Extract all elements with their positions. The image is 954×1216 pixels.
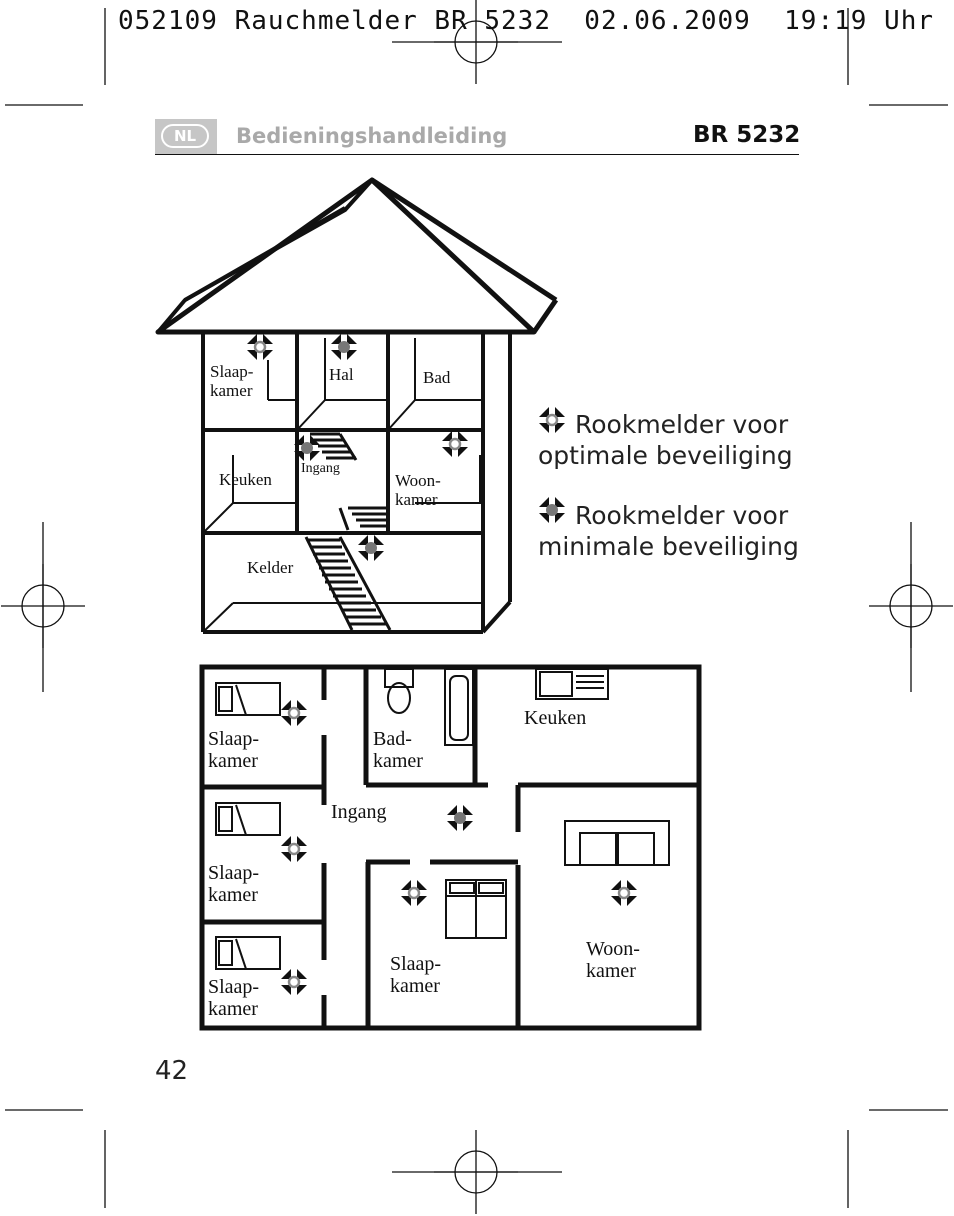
- smoke-detector-optimal-icon: [401, 880, 427, 906]
- house-label-slaapkamer: [210, 362, 253, 400]
- legend-minimal-line2: minimale beveiliging: [538, 532, 799, 561]
- bed-icon: [216, 683, 280, 715]
- registration-mark-icon: [434, 1130, 518, 1214]
- label-line: kamer: [208, 884, 258, 906]
- language-badge: [155, 119, 217, 155]
- label-line: kamer: [390, 975, 440, 997]
- manual-title: Bedieningshandleiding: [236, 124, 508, 148]
- label-line: kamer: [395, 490, 438, 509]
- bed-icon: [216, 803, 280, 835]
- smoke-detector-optimal-icon: [247, 334, 273, 360]
- label-line: kamer: [208, 998, 258, 1020]
- smoke-detector-optimal-icon: [281, 836, 307, 862]
- language-badge-label: NL: [161, 124, 209, 148]
- legend-minimal-line1: Rookmelder voor: [575, 501, 789, 530]
- plan-label-slaapkamer: [208, 728, 259, 772]
- smoke-detector-optimal-icon: [539, 407, 565, 433]
- label-line: Slaap-: [208, 976, 260, 998]
- house-label-keuken: Keuken: [219, 470, 272, 489]
- label-line: kamer: [210, 381, 253, 400]
- smoke-detector-minimal-icon: [331, 334, 357, 360]
- label-line: kamer: [373, 750, 423, 772]
- house-label-kelder: Kelder: [247, 558, 294, 577]
- legend-optimal-line1: Rookmelder voor: [575, 410, 789, 439]
- model-number: BR 5232: [693, 122, 801, 148]
- plan-label-keuken: Keuken: [524, 707, 587, 729]
- smoke-detector-optimal-icon: [281, 969, 307, 995]
- registration-mark-icon: [869, 564, 953, 648]
- house-label-hal: Hal: [329, 365, 354, 384]
- house-label-ingang: Ingang: [301, 461, 340, 476]
- bed-icon: [216, 937, 280, 969]
- smoke-detector-minimal-icon: [447, 805, 473, 831]
- house-label-woonkamer: [395, 471, 441, 509]
- label-line: Woon-: [586, 938, 640, 960]
- label-line: Slaap-: [208, 862, 260, 884]
- label-line: Slaap-: [390, 953, 442, 975]
- label-line: kamer: [208, 750, 258, 772]
- registration-mark-icon: [1, 564, 85, 648]
- smoke-detector-minimal-icon: [539, 497, 565, 523]
- smoke-detector-minimal-icon: [358, 535, 384, 561]
- smoke-detector-optimal-icon: [611, 880, 637, 906]
- page-number: 42: [155, 1056, 189, 1086]
- house-illustration: [158, 180, 556, 632]
- label-line: kamer: [586, 960, 636, 982]
- plan-label-slaapkamer: [390, 953, 441, 997]
- label-line: Woon-: [395, 471, 441, 490]
- legend-optimal-line2: optimale beveiliging: [538, 441, 793, 470]
- plan-label-slaapkamer: [208, 862, 259, 906]
- label-line: Bad-: [373, 728, 412, 750]
- print-slug: 052109 Rauchmelder BR 5232 02.06.2009 19:19 Uhr: [118, 6, 935, 36]
- label-line: Slaap-: [208, 728, 260, 750]
- plan-label-woonkamer: [586, 938, 640, 982]
- label-line: Slaap-: [210, 362, 254, 381]
- smoke-detector-optimal-icon: [442, 431, 468, 457]
- plan-label-slaapkamer: [208, 976, 259, 1020]
- house-label-bad: Bad: [423, 368, 451, 387]
- plan-label-ingang: Ingang: [331, 801, 387, 823]
- plan-label-badkamer: [373, 728, 423, 772]
- smoke-detector-optimal-icon: [281, 700, 307, 726]
- header-rule: [155, 154, 799, 155]
